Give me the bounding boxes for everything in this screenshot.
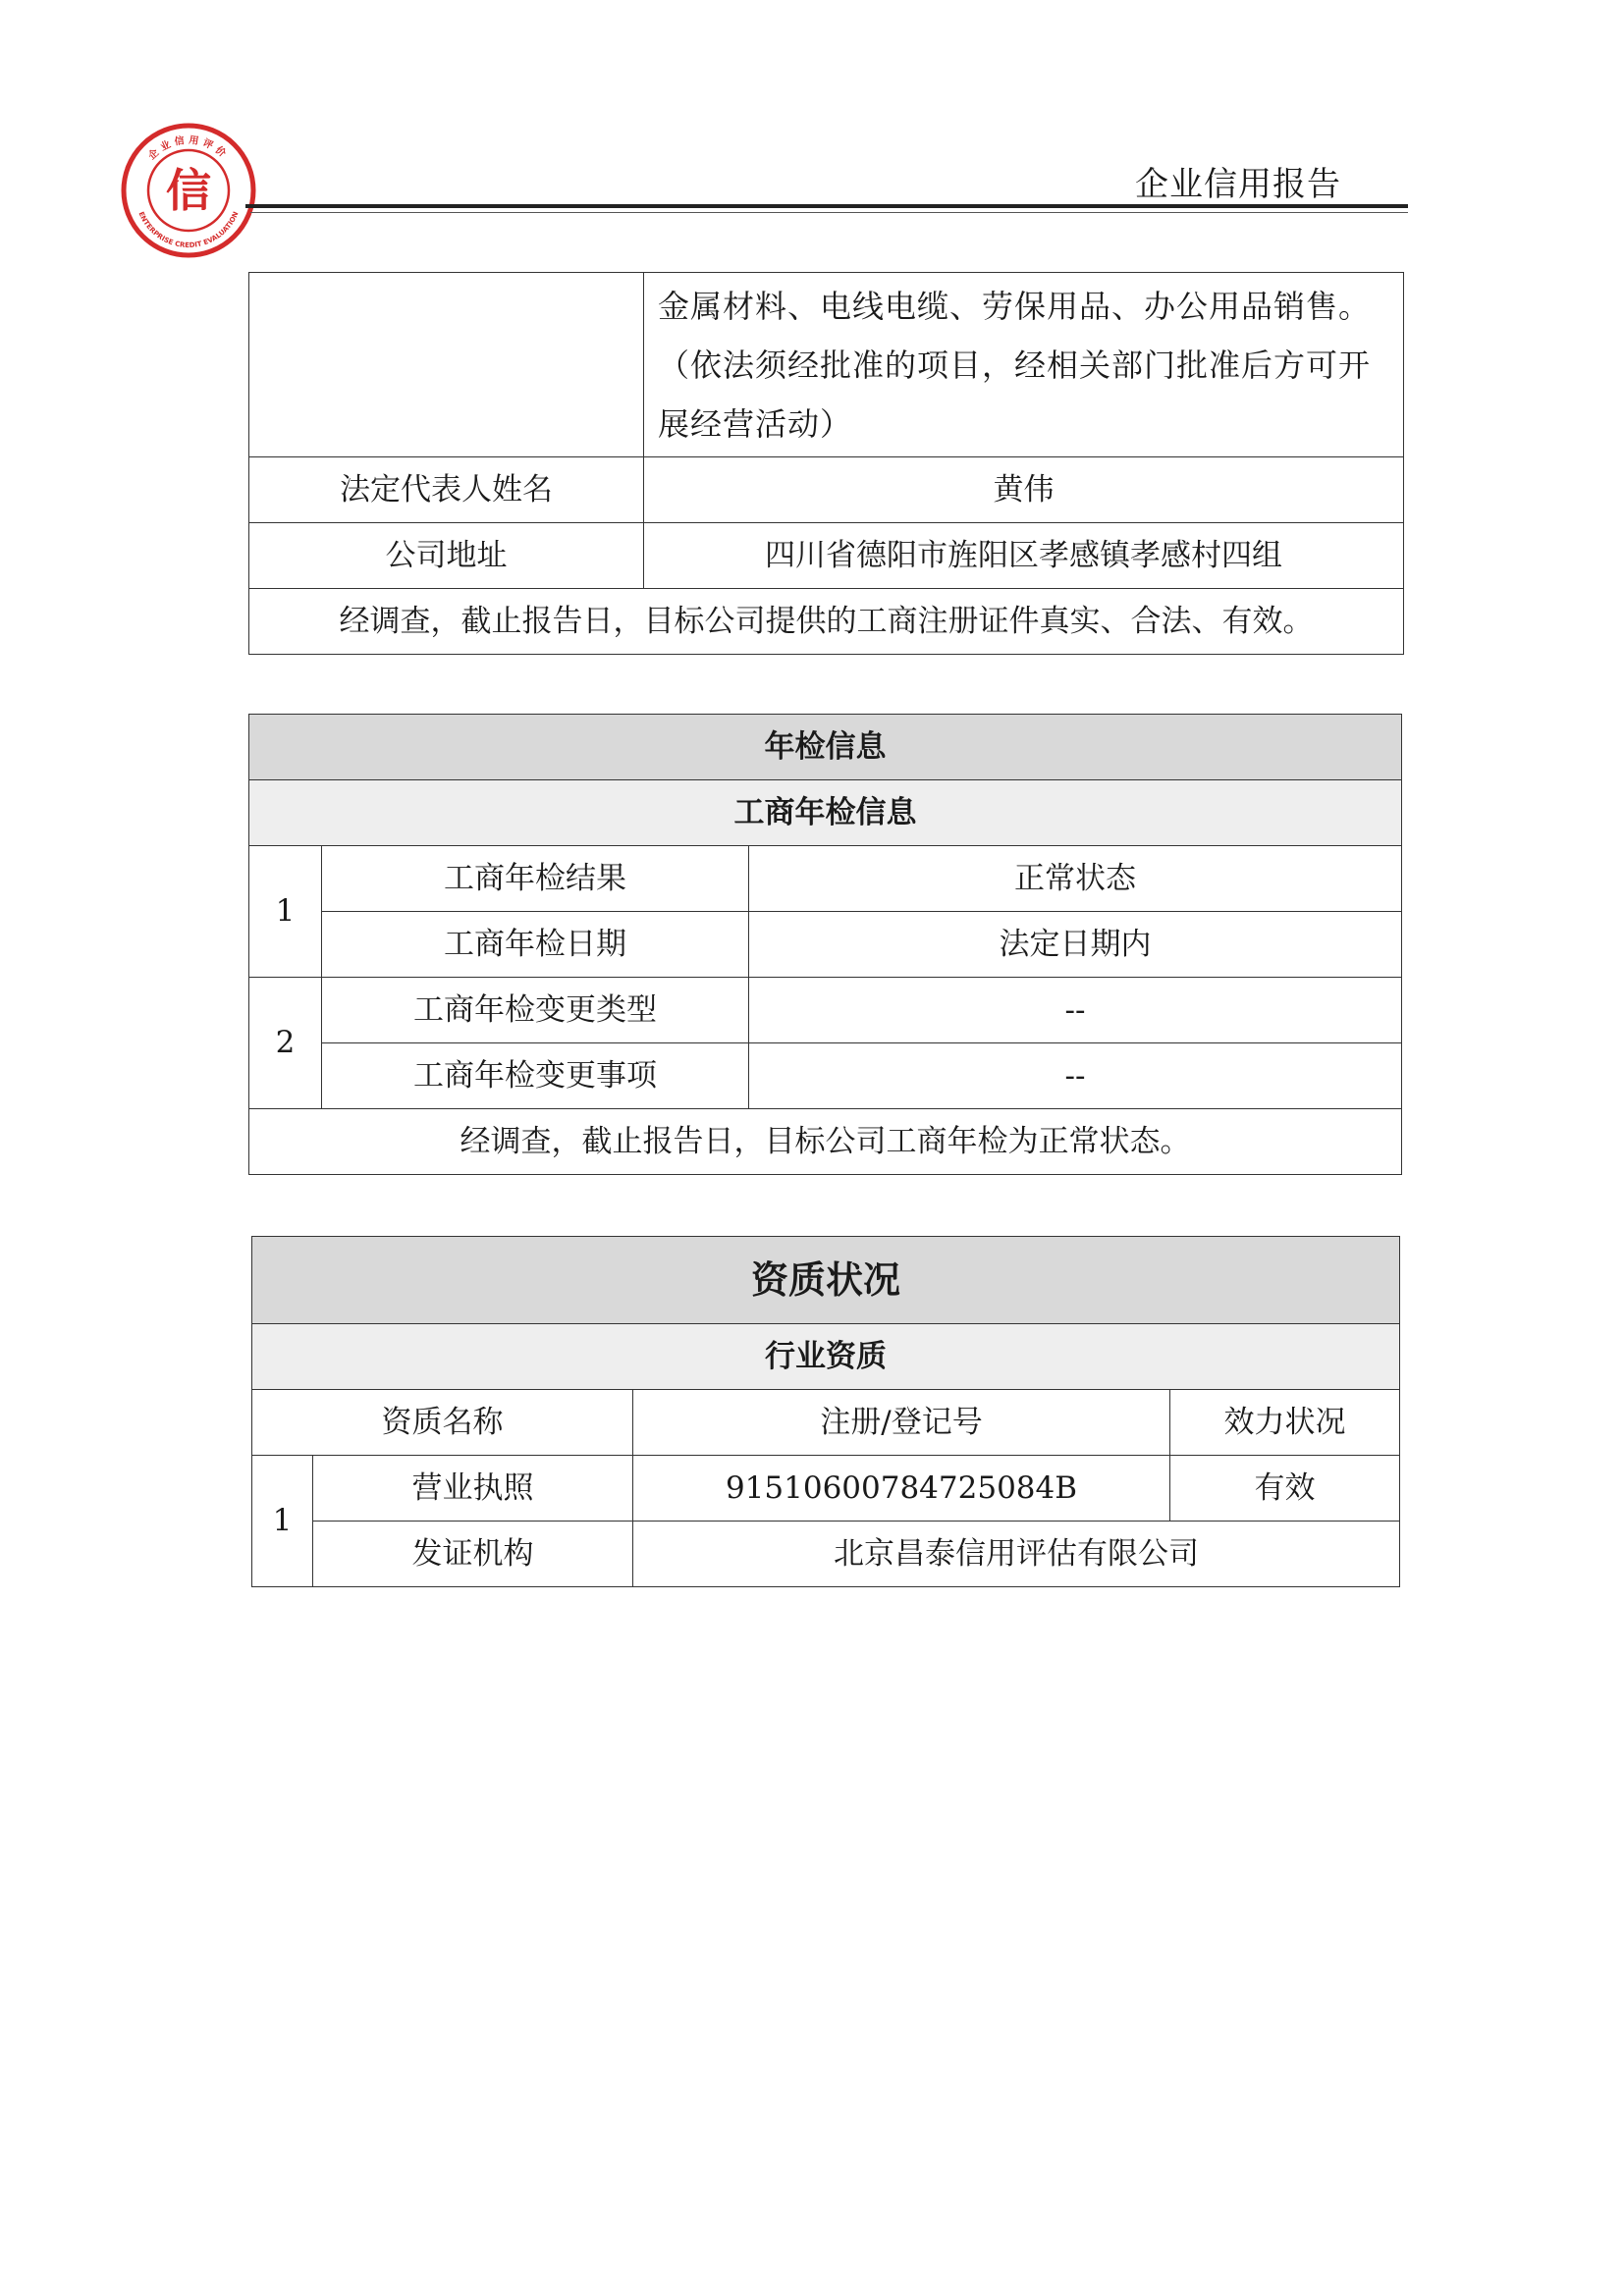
table-row <box>252 1456 1400 1522</box>
section-subtitle: 工商年检信息 <box>249 780 1402 846</box>
business-scope-line: 金属材料、电线电缆、劳保用品、办公用品销售。 <box>658 287 1372 325</box>
header-rule <box>245 204 1408 208</box>
table-row <box>249 912 1402 978</box>
table-row <box>252 1390 1400 1456</box>
section-title: 年检信息 <box>249 715 1402 780</box>
annual-check-table <box>248 714 1402 1175</box>
section-title: 资质状况 <box>252 1237 1400 1324</box>
column-header: 资质名称 <box>252 1390 633 1456</box>
column-header: 注册/登记号 <box>633 1390 1170 1456</box>
legal-rep-value: 黄伟 <box>644 457 1404 523</box>
column-header: 效力状况 <box>1170 1390 1400 1456</box>
legal-rep-label: 法定代表人姓名 <box>249 457 644 523</box>
check-label: 工商年检变更类型 <box>322 978 749 1043</box>
table-row <box>249 273 1404 457</box>
table-row <box>249 457 1404 523</box>
check-label: 工商年检变更事项 <box>322 1043 749 1109</box>
empty-cell <box>249 273 644 457</box>
business-scope-line: 展经营活动） <box>658 404 853 443</box>
row-index: 1 <box>249 846 322 978</box>
table-row <box>249 589 1404 655</box>
table-row <box>249 715 1402 780</box>
registration-table <box>248 272 1404 655</box>
annual-check-conclusion: 经调查，截止报告日，目标公司工商年检为正常状态。 <box>249 1109 1402 1175</box>
issuer-label: 发证机构 <box>313 1522 633 1587</box>
svg-text:企业信用评价 <box>145 133 232 163</box>
check-value: 正常状态 <box>749 846 1402 912</box>
row-index: 1 <box>252 1456 313 1587</box>
table-row <box>249 978 1402 1043</box>
company-logo <box>120 122 257 259</box>
table-row <box>249 1109 1402 1175</box>
check-value: 法定日期内 <box>749 912 1402 978</box>
check-label: 工商年检结果 <box>322 846 749 912</box>
qualification-name: 营业执照 <box>313 1456 633 1522</box>
qualification-table <box>251 1236 1400 1587</box>
table-row <box>252 1324 1400 1390</box>
check-value: -- <box>749 1043 1402 1109</box>
table-row <box>249 780 1402 846</box>
business-scope-cell <box>644 273 1404 457</box>
business-scope-line: （依法须经批准的项目，经相关部门批准后方可开 <box>658 346 1372 384</box>
page-title: 企业信用报告 <box>1135 165 1341 204</box>
section-subtitle: 行业资质 <box>252 1324 1400 1390</box>
issuer-value: 北京昌泰信用评估有限公司 <box>633 1522 1400 1587</box>
table-row <box>252 1237 1400 1324</box>
table-row <box>249 1043 1402 1109</box>
table-row <box>252 1522 1400 1587</box>
validity-status: 有效 <box>1170 1456 1400 1522</box>
table-row <box>249 523 1404 589</box>
logo-char: 信 <box>166 164 211 217</box>
check-label: 工商年检日期 <box>322 912 749 978</box>
logo-text-top: 企业信用评价 <box>146 134 231 163</box>
check-value: -- <box>749 978 1402 1043</box>
address-value: 四川省德阳市旌阳区孝感镇孝感村四组 <box>644 523 1404 589</box>
table-row <box>249 846 1402 912</box>
logo-text-bottom: ENTERPRISE CREDIT EVALUATION <box>136 210 241 250</box>
registration-conclusion: 经调查，截止报告日，目标公司提供的工商注册证件真实、合法、有效。 <box>249 589 1404 655</box>
header-rule-thin <box>250 212 1408 213</box>
registration-number: 91510600784725084B <box>633 1456 1170 1522</box>
address-label: 公司地址 <box>249 523 644 589</box>
row-index: 2 <box>249 978 322 1109</box>
